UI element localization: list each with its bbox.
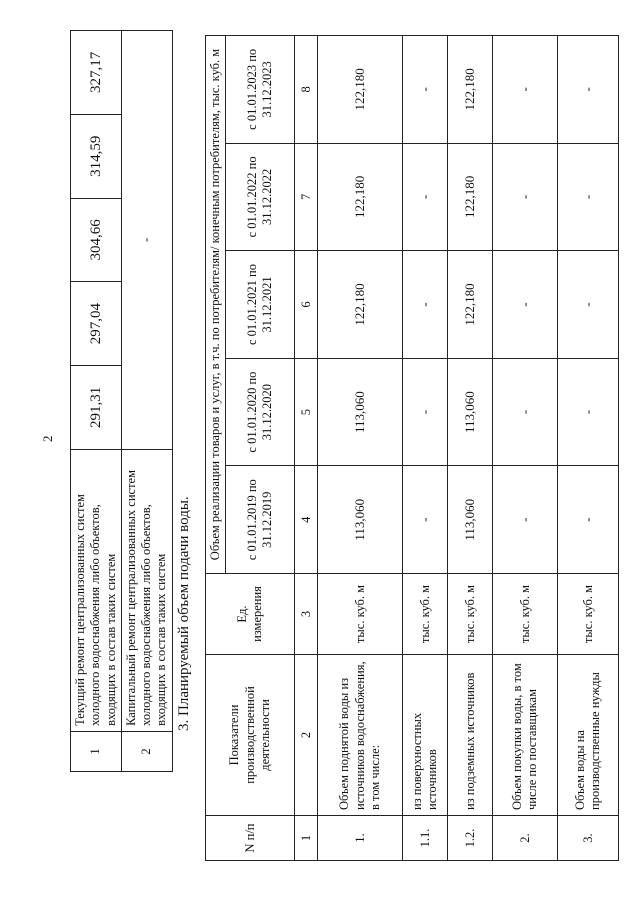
row-name: Объем покупки воды, в том числе по поставщикам: [493, 655, 558, 816]
repairs-table: [70, 30, 173, 772]
value-cell: 297,04: [71, 282, 122, 366]
row-number: 1.1.: [403, 816, 448, 861]
row-unit: тыс. куб. м: [403, 574, 448, 655]
row-description: Капитальный ремонт централизованных систем холодного водоснабжения либо объектов, входящих в состав таких систем: [121, 449, 172, 731]
header-n: N п/п: [206, 816, 295, 861]
table-row: [558, 36, 619, 861]
row-number: 3.: [558, 816, 619, 861]
value-cell: 327,17: [71, 31, 122, 115]
header-period: с 01.01.2020 по 31.12.2020: [226, 358, 295, 466]
value-cell: 122,180: [448, 143, 493, 251]
value-cell: -: [403, 36, 448, 144]
value-cell: -: [558, 36, 619, 144]
value-cell: -: [493, 36, 558, 144]
row-unit: тыс. куб. м: [493, 574, 558, 655]
value-cell: -: [558, 358, 619, 466]
column-number: 5: [295, 358, 318, 466]
value-cell: -: [403, 143, 448, 251]
row-unit: тыс. куб. м: [448, 574, 493, 655]
value-cell: 122,180: [448, 251, 493, 359]
header-period: с 01.01.2023 по 31.12.2023: [226, 36, 295, 144]
value-cell: -: [403, 466, 448, 574]
table-row: [403, 36, 448, 861]
value-cell: -: [493, 251, 558, 359]
table-row: [71, 31, 122, 772]
value-cell: -: [558, 143, 619, 251]
table-row: [448, 36, 493, 861]
header-indicator: Показатели производственной деятельности: [206, 655, 295, 816]
value-cell: -: [558, 466, 619, 574]
row-number: 2: [121, 731, 172, 771]
column-number: 2: [295, 655, 318, 816]
value-cell: -: [121, 31, 172, 450]
row-unit: тыс. куб. м: [558, 574, 619, 655]
table-row: [121, 31, 172, 772]
column-number: 7: [295, 143, 318, 251]
column-number: 4: [295, 466, 318, 574]
row-number: 1.2.: [448, 816, 493, 861]
row-name: Объем воды на производственные нужды: [558, 655, 619, 816]
header-period: с 01.01.2021 по 31.12.2021: [226, 251, 295, 359]
table-row: [318, 36, 403, 861]
page-number: 2: [40, 435, 55, 442]
value-cell: -: [493, 358, 558, 466]
value-cell: 122,180: [448, 36, 493, 144]
row-unit: тыс. куб. м: [318, 574, 403, 655]
header-row: [206, 36, 226, 861]
header-period: с 01.01.2019 по 31.12.2019: [226, 466, 295, 574]
row-name: Объем поднятой воды из источников водоснабжения, в том числе:: [318, 655, 403, 816]
header-period: с 01.01.2022 по 31.12.2022: [226, 143, 295, 251]
value-cell: 304,66: [71, 198, 122, 282]
value-cell: 113,060: [448, 358, 493, 466]
row-name: из поверхностных источников: [403, 655, 448, 816]
row-number: 1.: [318, 816, 403, 861]
value-cell: 122,180: [318, 251, 403, 359]
row-description: Текущий ремонт централизованных систем холодного водоснабжения либо объектов, входящих в состав таких систем: [71, 449, 122, 731]
column-number: 8: [295, 36, 318, 144]
value-cell: -: [403, 251, 448, 359]
value-cell: 122,180: [318, 36, 403, 144]
value-cell: 291,31: [71, 366, 122, 450]
section-heading: 3. Планируемый объем подачи воды.: [176, 496, 192, 731]
row-number: 2.: [493, 816, 558, 861]
row-number: 1: [71, 731, 122, 771]
value-cell: -: [403, 358, 448, 466]
header-group: Объем реализации товаров и услуг, в т.ч. по потребителям/ конечным потребителям, тыс. куб. м: [206, 36, 226, 574]
table-row: [493, 36, 558, 861]
value-cell: 314,59: [71, 114, 122, 198]
column-numbers-row: [295, 36, 318, 861]
value-cell: 113,060: [318, 466, 403, 574]
row-name: из подземных источников: [448, 655, 493, 816]
value-cell: 113,060: [318, 358, 403, 466]
header-unit: Ед. измерения: [206, 574, 295, 655]
value-cell: 113,060: [448, 466, 493, 574]
column-number: 3: [295, 574, 318, 655]
value-cell: 122,180: [318, 143, 403, 251]
value-cell: -: [493, 466, 558, 574]
value-cell: -: [493, 143, 558, 251]
water-supply-table: [205, 35, 619, 861]
column-number: 6: [295, 251, 318, 359]
value-cell: -: [558, 251, 619, 359]
column-number: 1: [295, 816, 318, 861]
